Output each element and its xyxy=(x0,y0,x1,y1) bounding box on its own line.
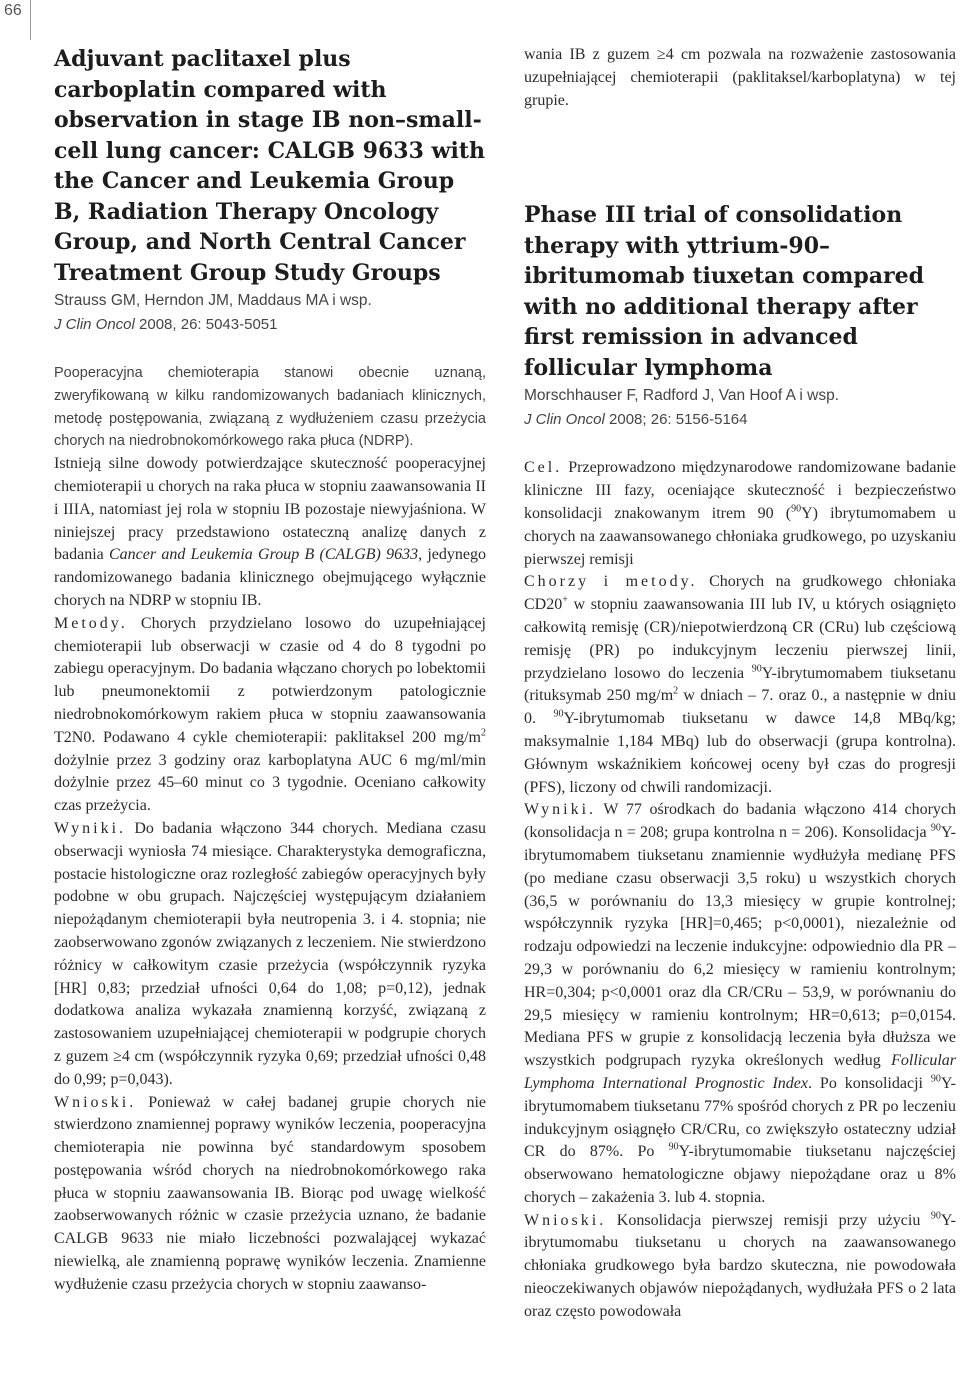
right-aim-label: Cel. xyxy=(524,459,563,477)
left-intro-paragraph xyxy=(54,362,486,453)
right-methods-d: w dniach – 7. oraz 0., a następnie w dniu 0. xyxy=(524,687,956,728)
right-conclusions xyxy=(524,1210,956,1324)
right-conclusions-b: Y-ibrytumomabu tiuksetanu u chorych na zaawansowanego chłoniaka grudkowego była bardzo skuteczna, nie powodowała nieoczekiwanych objawów niepożądanych, wydłużała PFS o 2 lata oraz często powodowała xyxy=(524,1211,956,1320)
left-intro-italic: Cancer and Leukemia Group B (CALGB) 9633 xyxy=(109,546,419,564)
right-methods xyxy=(524,571,956,799)
right-results-b: Y-ibrytumomabem tiuksetanu znamiennie wydłużyła medianę PFS (po mediane czasu obserwacji 3,5 roku) u wszystkich chorych (36,5 w porównaniu do 13,3 miesięcy w grupie kontrolnej; współczynnik ryzyka [HR]=0,465; p<0,0001), niezależnie od rodzaju odpowiedzi na leczenie indukcyjne: odpowiednio dla PR – 29,3 w porównaniu do 6,2 miesięcy w ramieniu kontrolnym; HR=0,304; p<0,0001 oraz dla CR/CRu – 53,9, w porównaniu do 29,5 miesięcy w ramieniu kontrolnym; HR=0,613; p=0,0154. Mediana PFS w grupie z konsolidacją leczenia była dłuższa we wszystkich podgrupach ryzyka określonych według xyxy=(524,824,956,1070)
header-rule xyxy=(30,0,31,40)
right-article-citation xyxy=(524,409,956,431)
right-methods-sup-90a: 90 xyxy=(751,663,762,675)
right-aim-sup: 90 xyxy=(791,503,802,515)
left-conclusions-text: Ponieważ w całej badanej grupie chorych nie stwierdzono znamiennej poprawy wyników leczenia, pooperacyjna chemioterapia nie powinna być standardowym sposobem postępowania wśród chorych na niedrobnokomórkowego raka płuca w stopniu zaawansowania IB. Biorąc pod uwagę wielkość zaobserwowanych różnic w czasie przeżycia uznano, że badanie CALGB 9633 nie miało liczebności pozwalającej wykazać niewielką, ale znamienną poprawę wyników leczenia. Znamienne wydłużenie czasu przeżycia chorych w stopniu zaawanso- xyxy=(54,1093,486,1293)
right-results-label: Wyniki. xyxy=(524,801,597,819)
right-methods-sup-2: 2 xyxy=(673,686,679,698)
left-methods-b: dożylnie przez 3 godziny oraz karboplatyna AUC 6 mg/ml/min dożylnie przez 45–60 minut co 3 tygodnie. Oceniano całkowity czas przeżycia. xyxy=(54,751,486,815)
right-article-title: Phase III trial of consolidation therapy with yttrium-90–ibritumomab tiuxetan compared with no additional therapy after first remission in advanced follicular lymphoma xyxy=(524,202,925,381)
left-results-text: Do badania włączono 344 chorych. Mediana czasu obserwacji wyniosła 74 miesiące. Charakterystyka demograficzna, postacie histologiczne oraz rozległość zabiegów operacyjnych były podobne w obu grupach. Najczęściej występującym działaniem niepożądanym chemioterapii była neutropenia 3. i 4. stopnia; nie zaobserwowano zgonów związanych z leczeniem. Nie stwierdzono różnicy w całkowitym czasie przeżycia (współczynnik ryzyka [HR] 0,83; przedział ufności 0,64 do 1,08; p=0,12), jednak dodatkowa analiza wykazała znamienną korzyść, związaną z zastosowaniem uzupełniającej chemioterapii w podgrupie chorych z guzem ≥4 cm (współczynnik ryzyka 0,69; przedział ufności 0,48 do 0,99; p=0,043). xyxy=(54,819,486,1088)
right-results-c: . Po konsolidacji xyxy=(808,1074,931,1092)
right-results-sup-90b: 90 xyxy=(930,1073,941,1085)
right-methods-label: Chorzy i metody. xyxy=(524,573,698,591)
left-journal-name: J Clin Oncol xyxy=(54,316,135,333)
left-column xyxy=(54,44,486,1297)
right-results-d: Y-ibrytumomabem tiuksetanu 77% spośród chorych z PR po leczeniu indukcyjnym osiągnęło CR/CRu, co zwiększyło ostateczny udział CR do 87%. Po xyxy=(524,1074,956,1161)
left-body xyxy=(54,453,486,613)
left-results-label: Wyniki. xyxy=(54,819,127,837)
page-number: 66 xyxy=(4,2,22,19)
right-methods-a: Chorych na grudkowego chłoniaka CD20 xyxy=(524,573,957,614)
left-methods-label: Metody. xyxy=(54,614,128,632)
right-journal-name: J Clin Oncol xyxy=(524,411,605,429)
right-column xyxy=(524,44,956,1324)
right-methods-sup-90b: 90 xyxy=(553,708,564,720)
right-methods-sup-plus: + xyxy=(562,594,568,606)
left-article-authors: Strauss GM, Herndon JM, Maddaus MA i wsp. xyxy=(54,292,372,309)
left-article-title: Adjuvant paclitaxel plus carboplatin compared with observation in stage IB non–small-cell lung cancer: CALGB 9633 with the Cancer and Leukemia Group B, Radiation Therapy Oncology Group, and North Central Cancer Treatment Group Study Groups xyxy=(54,46,485,286)
right-results-e: Y-ibrytumomabie tiuksetanu najczęściej obserwowano hematologiczne objawy niepożądane oraz u 8% chorych – zakażenia 3. lub 4. stopnia. xyxy=(524,1143,956,1206)
left-results xyxy=(54,818,486,1092)
right-results xyxy=(524,799,956,1209)
right-methods-e: Y-ibrytumomab tiuksetanu w dawce 14,8 MBq/kg; maksymalnie 1,184 MBq) lub do obserwacji (grupa kontrolna). Głównym wskaźnikiem końcowej oceny był czas do progresji (PFS), liczony od chwili randomizacji. xyxy=(524,710,956,796)
right-citation-rest: 2008; 26: 5156-5164 xyxy=(604,411,748,429)
right-aim-a: Przeprowadzono międzynarodowe randomizowane badanie kliniczne III fazy, oceniające skuteczność i bezpieczeństwo konsolidacji znakowanym itrem 90 ( xyxy=(524,459,956,522)
left-conclusions xyxy=(54,1092,486,1297)
left-methods-a: Chorych przydzielano losowo do uzupełniającej chemioterapii lub obserwacji w czasie od 4 do 8 tygodni po zabiegu operacyjnym. Do badania włączano chorych po lobektomii lub pneumonektomii z potwierdzonym patologicznie niedrobnokomórkowym rakiem płuca w stopniu zaawansowania T2N0. Podawano 4 cykle chemioterapii: paklitaksel 200 mg/m xyxy=(54,614,486,746)
left-methods xyxy=(54,613,486,818)
left-citation-rest: 2008, 26: 5043-5051 xyxy=(134,316,278,333)
left-intro-a: Pooperacyjna chemioterapia stanowi obecnie uznaną, zweryfikowaną w kilku randomizowanych badaniach klinicznych, metodę postępowania, związaną z wydłużeniem czasu przeżycia chorych na niedrobnokomórkowego raka płuca (NDRP). xyxy=(54,365,486,450)
right-continuation: wania IB z guzem ≥4 cm pozwala na rozważenie zastosowania uzupełniającej chemioterapii (paklitaksel/karboplatyna) w tej grupie. xyxy=(524,46,956,109)
right-conclusions-sup: 90 xyxy=(930,1210,941,1222)
right-aim-b: Y) ibrytumomabem u chorych na zaawansowanego chłoniaka grudkowego, po uzyskaniu pierwszej remisji xyxy=(524,504,956,568)
right-conclusions-label: Wnioski. xyxy=(524,1211,607,1229)
right-results-sup-90c: 90 xyxy=(668,1141,679,1153)
left-intro-c: , jedynego randomizowanego badania klinicznego obejmującego wyłącznie chorych na NDRP w stopniu IB. xyxy=(54,546,486,609)
left-conclusions-label: Wnioski. xyxy=(54,1093,137,1111)
left-intro-b: Istnieją silne dowody potwierdzające skuteczność pooperacyjnej chemioterapii u chorych na raka płuca w stopniu zaawansowania II i IIIA, natomiast jej rola w stopniu IB pozostaje niewyjaśniona. W niniejszej pracy przedstawiono ostateczną analizę danych z badania xyxy=(54,455,486,564)
right-conclusions-a: Konsolidacja pierwszej remisji przy użyciu xyxy=(606,1211,931,1229)
right-results-italic: Follicular Lymphoma International Prognostic Index xyxy=(524,1052,956,1092)
right-methods-b: w stopniu zaawansowania III lub IV, u których osiągnięto całkowitą remisję (CR)/niepotwierdzoną CR (CRu) lub częściową remisję (PR) po indukcyjnym leczeniu pierwszej linii, przydzielano losowo do leczenia xyxy=(524,596,956,682)
left-methods-sup: 2 xyxy=(481,727,486,739)
right-methods-c: Y-ibrytumomabem tiuksetanu (rituksymab 250 mg/m xyxy=(524,664,957,705)
right-results-sup-90a: 90 xyxy=(930,822,941,834)
right-aim xyxy=(524,457,956,571)
right-article-authors: Morschhauser F, Radford J, Van Hoof A i wsp. xyxy=(524,387,840,405)
left-article-citation xyxy=(54,314,486,336)
right-results-a: W 77 ośrodkach do badania włączono 414 chorych (konsolidacja n = 208; grupa kontrolna n = 206). Konsolidacja xyxy=(524,801,956,842)
